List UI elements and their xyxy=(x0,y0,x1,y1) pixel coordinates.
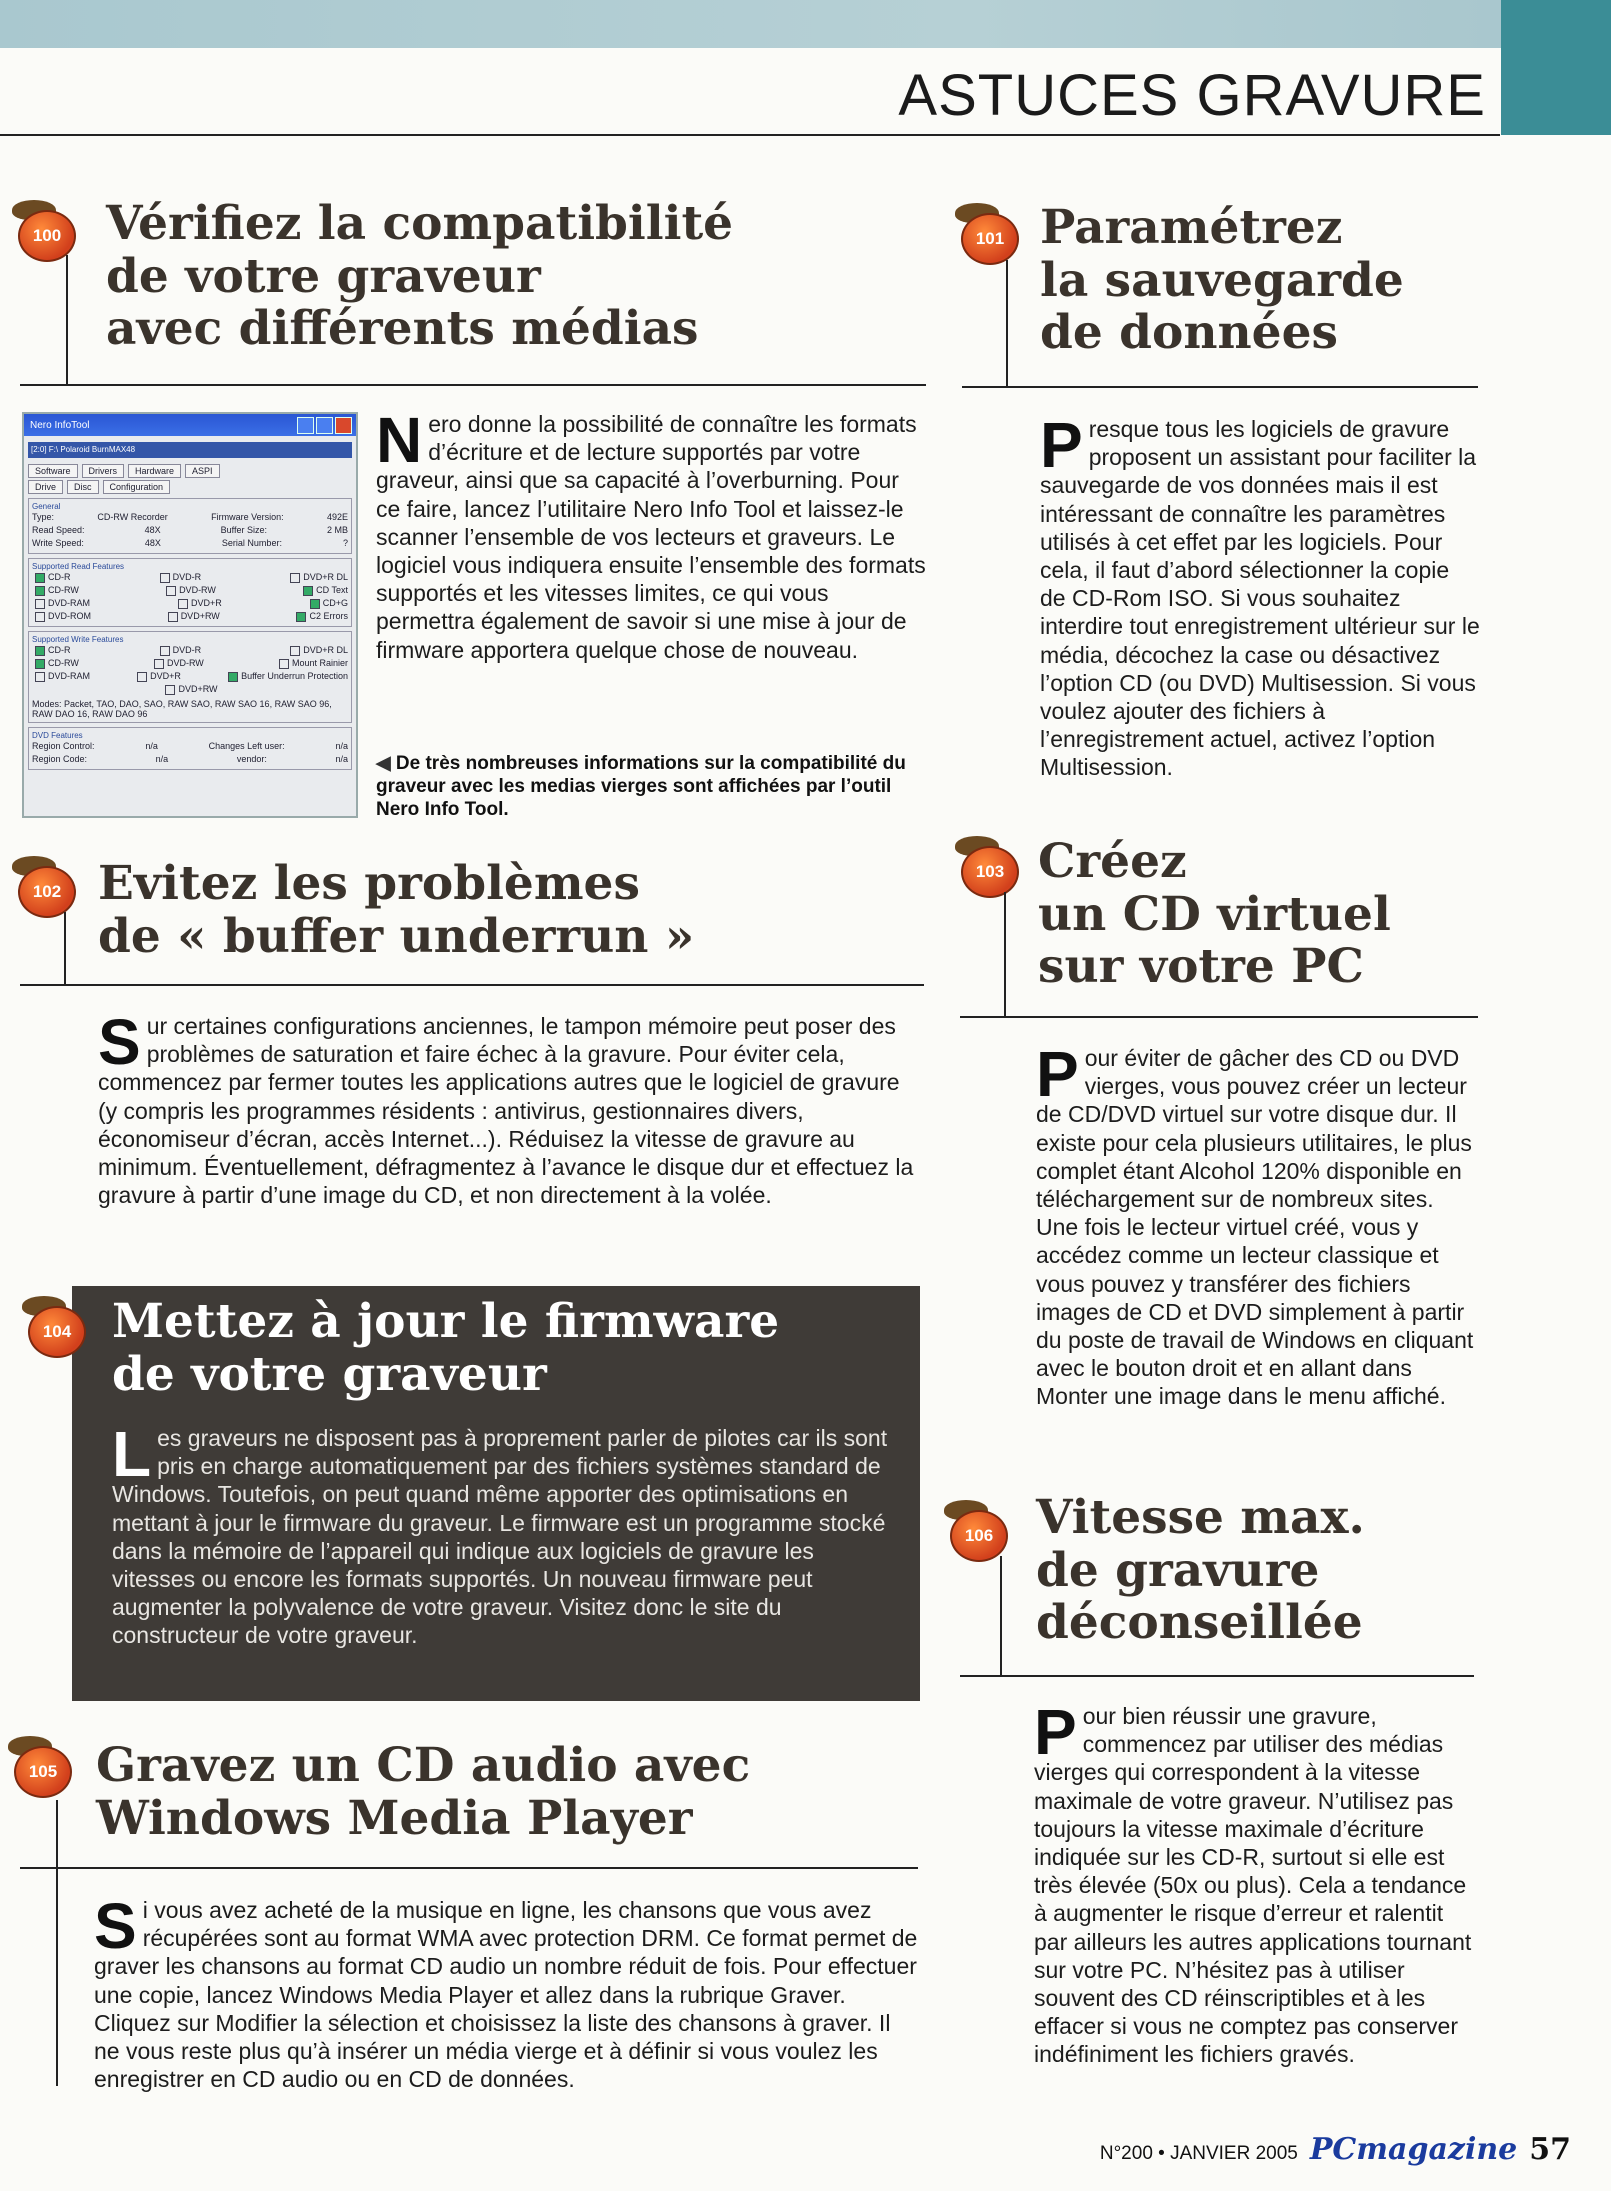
tip-badge-icon: 104 xyxy=(22,1296,86,1356)
tip-rule xyxy=(56,1800,58,2086)
tip-badge-icon: 106 xyxy=(944,1500,1008,1560)
header-rule xyxy=(0,134,1500,136)
tab-disc: Disc xyxy=(67,480,99,494)
screenshot-caption: ◀ De très nombreuses informations sur la compatibilité du graveur avec les medias vierges sont affichées par l’outil Nero Info Tool. xyxy=(376,753,906,820)
tip-title-102: Evitez les problèmes de « buffer underrun » xyxy=(98,856,695,964)
tip-body-102: Sur certaines configurations anciennes, le tampon mémoire peut poser des problèmes de saturation et faire échec à la gravure. Pour éviter cela, commencez par fermer toutes les applications autres que le logiciel de gravure (y compris les programmes résidents : antivirus, gestionnaires divers, économiseur d’écran, accès Internet...). Réduisez la vitesse de gravure au minimum. Éventuellement, défragmentez à l’avance le disque dur et effectuez la gravure à partir d’une image du CD, et non directement à la volée. xyxy=(98,1006,914,1209)
tip-rule xyxy=(64,912,66,984)
minimize-icon xyxy=(297,417,314,434)
page-footer xyxy=(1100,2132,1571,2167)
general-group: General Type: CD-RW Recorder Firmware Version: 492E Read Speed: 48X Buffer Size: 2 MB Write Speed: 48X Serial Number: ? xyxy=(28,498,352,554)
tip-title-104: Mettez à jour le firmware de votre graveur xyxy=(112,1294,780,1402)
drive-select: [2:0] F:\ Polaroid BurnMAX48 xyxy=(28,442,352,458)
tip-body-106: Pour bien réussir une gravure, commencez par utiliser des médias vierges qui correspondent à la vitesse maximale de votre graveur. N’utilisez pas toujours la vitesse maximale d’écriture indiquée sur les CD-R, surtout si elle est très élevée (50x ou plus). Cela a tendance à augmenter le risque d’erreur et ralentit par ailleurs les autres applications tournant sur votre PC. N’hésitez pas à utiliser souvent des CD réinscriptibles et à les effacer si vous ne comptez pas conserver indéfiniment les fichiers gravés. xyxy=(1034,1696,1472,2068)
nero-infotool-screenshot xyxy=(22,412,358,818)
corner-block xyxy=(1501,0,1611,135)
tip-body-103: Pour éviter de gâcher des CD ou DVD vierges, vous pouvez créer un lecteur de CD/DVD virtuel sur votre disque dur. Il existe pour cela plusieurs utilitaires, le plus complet étant Alcohol 120% disponible en téléchargement sur de nombreux sites. Une fois le lecteur virtuel créé, vous y accédez comme un lecteur classique et vous pouvez y transférer des fichiers images de CD et DVD simplement à partir du poste de travail de Windows en cliquant avec le bouton droit et en allant dans Monter une image dans le menu affiché. xyxy=(1036,1038,1474,1410)
tip-body-101: Presque tous les logiciels de gravure proposent un assistant pour faciliter la sauvegarde de vos données mais il est intéressant de connaître les paramètres utilisés à cet effet par les logiciels. Pour cela, il faut d’abord sélectionner la copie de CD-Rom ISO. Si vous souhaitez interdire tout enregistrement ultérieur sur le média, décochez la case ou désactivez l’option CD (ou DVD) Multisession. Si vous voulez ajouter des fichiers à l’enregistrement actuel, activez l’option Multisession. xyxy=(1040,409,1480,781)
close-icon xyxy=(335,417,352,434)
tip-rule xyxy=(20,384,926,386)
tip-badge-icon: 105 xyxy=(8,1736,72,1796)
tab-drivers: Drivers xyxy=(82,464,125,478)
tip-badge-icon: 103 xyxy=(955,836,1019,896)
dvd-features-group: DVD Features Region Control: n/a Changes Left user: n/a Region Code: n/a vendor: n/a xyxy=(28,727,352,770)
read-features-group: Supported Read Features CD-R DVD-R DVD+R DL CD-RW DVD-RW CD Text DVD-RAM DVD+R CD+G DVD-ROM DVD+RW C2 Errors xyxy=(28,558,352,627)
tip-title-103: Créez un CD virtuel sur votre PC xyxy=(1038,834,1391,995)
tip-rule xyxy=(962,386,1478,388)
issue-info: N°200 • JANVIER 2005 xyxy=(1099,2143,1298,2164)
tip-badge-icon: 102 xyxy=(12,856,76,916)
tip-rule xyxy=(1004,892,1006,1016)
tip-title-106: Vitesse max. de gravure déconseillée xyxy=(1036,1490,1365,1651)
write-features-group: Supported Write Features CD-R DVD-R DVD+R DL CD-RW DVD-RW Mount Rainier DVD-RAM DVD+R Buffer Underrun Protection DVD+RW Modes: Packet, TAO, DAO, SAO, RAW SAO, RAW SAO 16, RAW SAO 96, RAW DAO 16, RAW DAO 96 xyxy=(28,631,352,723)
section-label: ASTUCES GRAVURE xyxy=(898,63,1486,128)
page-number: 57 xyxy=(1529,2132,1571,2167)
tab-hardware: Hardware xyxy=(128,464,181,478)
tip-badge-icon: 100 xyxy=(12,200,76,260)
tip-rule xyxy=(960,1675,1474,1677)
arrow-left-icon: ◀ xyxy=(376,753,391,774)
tab-software: Software xyxy=(28,464,78,478)
window-titlebar: Nero InfoTool xyxy=(24,414,356,436)
tip-rule xyxy=(960,1016,1478,1018)
top-band xyxy=(0,0,1611,48)
tip-rule xyxy=(1006,260,1008,386)
tip-body-104: Les graveurs ne disposent pas à proprement parler de pilotes car ils sont pris en charge automatiquement par des fichiers systèmes standard de Windows. Toutefois, on peut quand même apporter des optimisations en mettant à jour le firmware du graveur. Le firmware est un programme stocké dans la mémoire de l’appareil qui indique aux logiciels de gravure les vitesses ou encore les formats supportés. Un nouveau firmware peut augmenter la polyvalence de votre graveur. Visitez donc le site du constructeur de votre graveur. xyxy=(112,1418,888,1649)
tip-title-101: Paramétrez la sauvegarde de données xyxy=(1040,200,1404,361)
tip-rule xyxy=(20,1867,918,1869)
magazine-logo: PCmagazine xyxy=(1309,2132,1518,2167)
tip-title-105: Gravez un CD audio avec Windows Media Player xyxy=(96,1738,751,1846)
tip-body-105: Si vous avez acheté de la musique en ligne, les chansons que vous avez récupérées sont au format WMA avec protection DRM. Ce format permet de graver les chansons au format CD audio un nombre réduit de fois. Pour effectuer une copie, lancez Windows Media Player et allez dans la rubrique Graver. Cliquez sur Modifier la sélection et choisissez la liste des chansons à graver. Il ne vous reste plus qu’à insérer un média vierge et à définir si vous voulez les enregistrer en CD audio ou en CD de données. xyxy=(94,1890,918,2093)
maximize-icon xyxy=(316,417,333,434)
modes-text: Modes: Packet, TAO, DAO, SAO, RAW SAO, RAW SAO 16, RAW SAO 96, RAW DAO 16, RAW DAO 96 xyxy=(32,699,332,719)
tip-rule xyxy=(20,984,924,986)
tab-drive: Drive xyxy=(28,480,63,494)
tip-badge-icon: 101 xyxy=(955,203,1019,263)
tip-rule xyxy=(1000,1556,1002,1676)
tab-aspi: ASPI xyxy=(185,464,220,478)
tip-body-100: Nero donne la possibilité de connaître les formats d’écriture et de lecture supportés par votre graveur, ainsi que sa capacité à l’overburning. Pour ce faire, lancez l’utilitaire Nero Info Tool et laissez-le scanner l’ensemble de vos lecteurs et graveurs. Le logiciel vous indiquera ensuite l’ensemble des formats supportés et les vitesses limites, ce qui vous permettra également de savoir si une mise à jour de firmware apportera quelque chose de nouveau. xyxy=(376,404,926,663)
tip-box-104 xyxy=(72,1286,920,1701)
tip-title-100: Vérifiez la compatibilité de votre graveur avec différents médias xyxy=(106,196,734,357)
tab-configuration: Configuration xyxy=(103,480,171,494)
tip-rule xyxy=(66,255,68,385)
